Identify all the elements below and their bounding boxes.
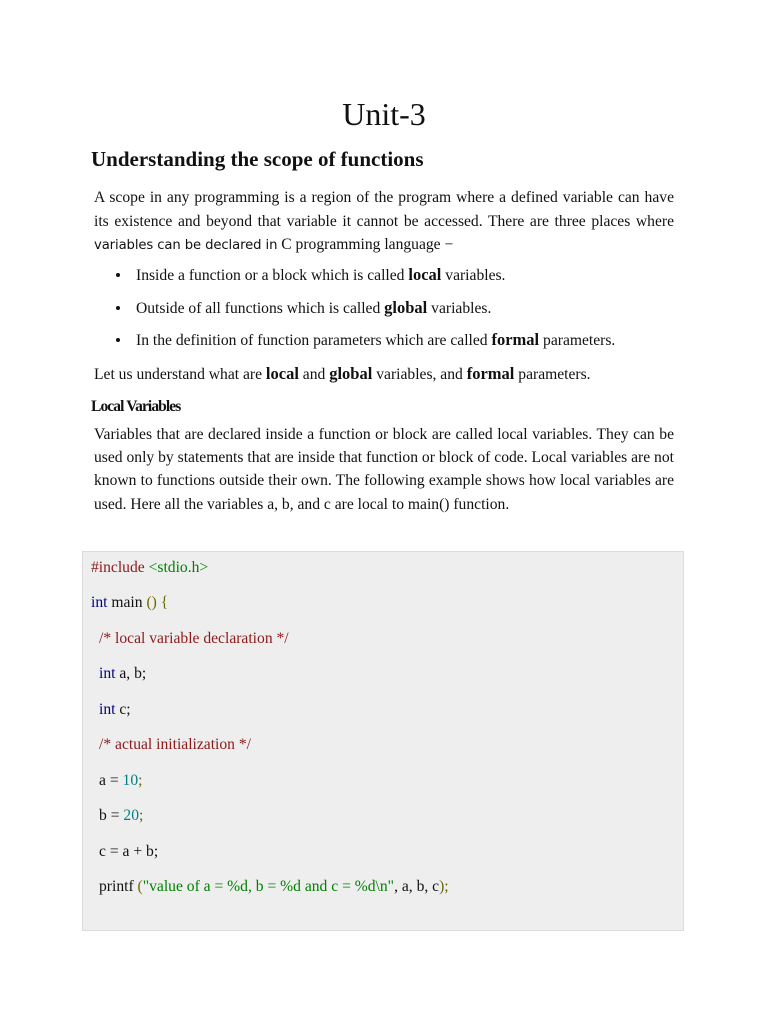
code-include-file: <stdio.h> [148, 559, 209, 576]
local-variables-heading: Local Variables [91, 398, 181, 415]
code-punctuation: ; [138, 807, 144, 824]
bullet-icon [116, 273, 120, 277]
bullet-icon [116, 306, 120, 310]
code-line-assign-b [99, 806, 143, 826]
list-item [94, 297, 684, 330]
bullet-keyword: local [408, 265, 442, 284]
summary-text: variables, and [372, 366, 467, 383]
code-line-main [91, 593, 168, 613]
code-number: 20 [123, 807, 139, 824]
code-line-comment-decl [99, 629, 289, 649]
summary-keyword-formal: formal [466, 364, 515, 383]
code-comment: /* local variable declaration */ [99, 630, 289, 647]
bullet-text: In the definition of function parameters which are called [136, 332, 492, 349]
code-identifier: c; [115, 701, 131, 718]
intro-text: A scope in any programming is a region of the program where a defined variable can have its existence and beyond that variable it cannot be accessed. There are three places where [94, 189, 674, 230]
code-identifier: a = [99, 772, 123, 789]
summary-paragraph [94, 362, 591, 387]
local-variables-description: Variables that are declared inside a function or block are called local variables. They can be used only by statements that are inside that function or block of code. Local variables are not known to functions outside their own. The following example shows how local variables are used. Here all the variables a, b, and c are local to main() function. [94, 426, 674, 513]
code-punctuation: () { [146, 594, 169, 611]
unit-title: Unit-3 [342, 96, 426, 132]
code-punctuation: ; [138, 772, 143, 789]
scope-bullet-list [94, 264, 684, 362]
code-preprocessor: #include [91, 559, 149, 576]
code-line-assign-a [99, 771, 142, 791]
bullet-keyword: global [384, 297, 428, 317]
intro-highlight: variables can be declared in [94, 238, 278, 253]
code-identifier: , a, b, c [394, 878, 440, 895]
code-line-comment-init [99, 735, 251, 755]
list-item [94, 264, 684, 297]
bullet-keyword: formal [491, 330, 540, 349]
bullet-text-end: variables. [441, 267, 506, 284]
code-identifier: a, b; [115, 665, 147, 682]
summary-text: parameters. [514, 366, 591, 383]
code-identifier: printf [99, 878, 138, 895]
code-identifier: main [107, 594, 147, 611]
bullet-text: Outside of all functions which is called [136, 299, 385, 317]
code-line-decl-c [99, 700, 131, 720]
list-item [94, 329, 684, 362]
code-identifier: b = [99, 807, 124, 824]
summary-text: and [298, 366, 330, 383]
code-punctuation: ( [137, 878, 143, 895]
summary-text: Let us understand what are [94, 366, 266, 383]
bullet-text-end: variables. [427, 299, 492, 317]
code-line-decl-ab [99, 664, 146, 684]
code-string: "value of a = %d, b = %d and c = %d\n" [142, 878, 395, 895]
code-number: 10 [122, 772, 139, 789]
bullet-icon [116, 338, 120, 342]
code-punctuation: ); [439, 878, 449, 895]
section-heading: Understanding the scope of functions [91, 147, 424, 171]
code-line-include [91, 558, 208, 578]
summary-keyword-local: local [265, 364, 299, 383]
code-line-assign-c [99, 842, 158, 862]
code-keyword: int [99, 665, 116, 682]
code-keyword: int [91, 594, 108, 611]
intro-paragraph [94, 186, 674, 258]
bullet-text-end: parameters. [539, 332, 616, 349]
summary-keyword-global: global [329, 364, 373, 383]
code-line-printf [99, 877, 449, 897]
code-keyword: int [99, 701, 116, 718]
intro-text-end: C programming language − [277, 236, 454, 253]
bullet-text: Inside a function or a block which is called [136, 267, 409, 284]
code-identifier: c = a + b; [99, 843, 159, 860]
code-block [82, 551, 684, 931]
code-comment: /* actual initialization */ [99, 736, 251, 753]
